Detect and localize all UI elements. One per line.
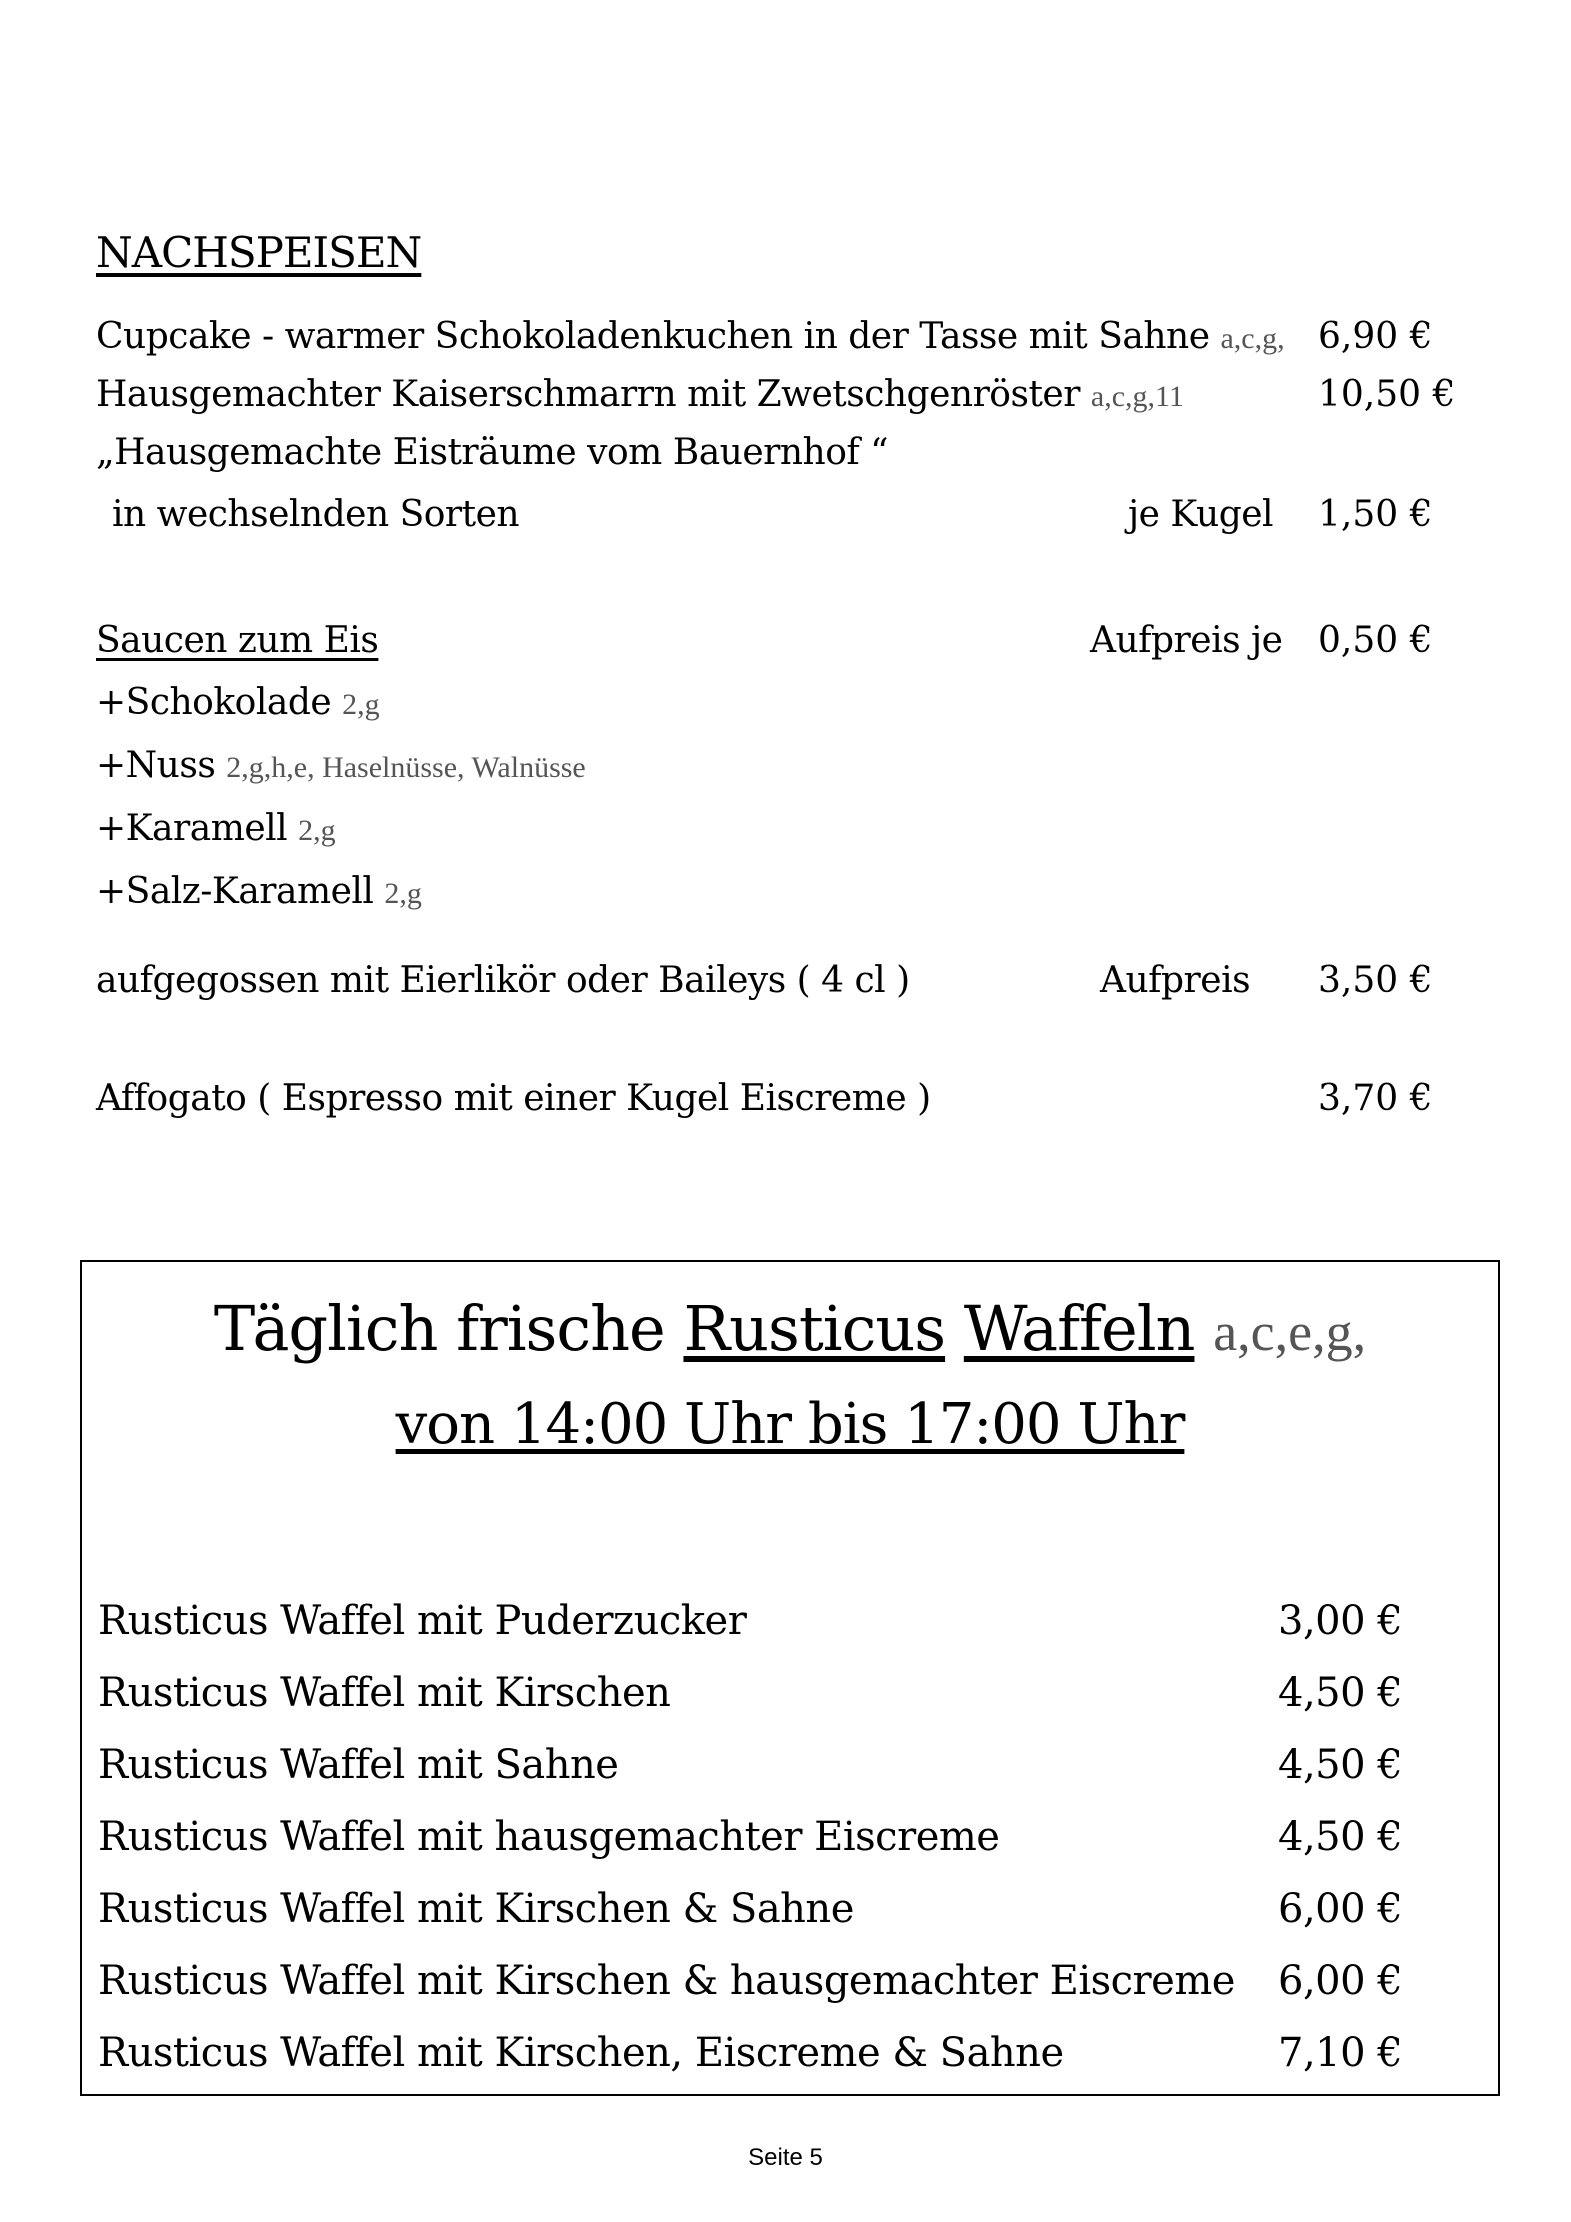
subheading-saucen: Saucen zum Eis xyxy=(96,620,379,661)
item-allergens: a,c,g, xyxy=(1220,322,1285,355)
waffle-title xyxy=(82,1292,1498,1365)
item-price: 3,70 € xyxy=(1318,1078,1433,1119)
menu-item-affogato: Affogato ( Espresso mit einer Kugel Eiscreme ) xyxy=(96,1078,931,1119)
item-name: +Nuss xyxy=(96,745,216,786)
item-price: 6,00 € xyxy=(1278,1958,1403,2004)
item-price: 6,90 € xyxy=(1318,316,1433,357)
sauce-item xyxy=(96,682,380,723)
item-allergens: 2,g xyxy=(384,877,422,910)
sauce-item xyxy=(96,871,422,912)
title-prefix: Täglich frische xyxy=(213,1292,665,1365)
item-allergens: a,c,g,11 xyxy=(1090,380,1184,413)
item-price: 10,50 € xyxy=(1318,374,1456,415)
waffle-subtitle: von 14:00 Uhr bis 17:00 Uhr xyxy=(395,1392,1185,1457)
page-number: Seite 5 xyxy=(748,2144,823,2171)
menu-item-eistraeume-title: „Hausgemachte Eisträume vom Bauernhof “ xyxy=(96,432,889,473)
waffle-item: Rusticus Waffel mit Puderzucker xyxy=(98,1598,747,1644)
menu-item-aufgegossen: aufgegossen mit Eierlikör oder Baileys ( 4 cl ) xyxy=(96,960,910,1001)
waffle-item: Rusticus Waffel mit hausgemachter Eiscreme xyxy=(98,1814,1000,1860)
waffle-box xyxy=(80,1260,1500,2096)
menu-item-cupcake xyxy=(96,316,1285,357)
item-price: 3,50 € xyxy=(1318,960,1433,1001)
title-word-waffeln: Waffeln xyxy=(963,1292,1195,1365)
item-price: 4,50 € xyxy=(1278,1742,1403,1788)
item-name: +Karamell xyxy=(96,808,288,849)
item-allergens: 2,g,h,e, Haselnüsse, Walnüsse xyxy=(226,751,586,784)
item-name: +Salz-Karamell xyxy=(96,871,374,912)
item-unit: je Kugel xyxy=(1128,494,1274,535)
surcharge-label: Aufpreis xyxy=(1100,960,1251,1001)
item-price: 7,10 € xyxy=(1278,2030,1403,2076)
item-price: 1,50 € xyxy=(1318,494,1433,535)
item-name: Hausgemachter Kaiserschmarrn mit Zwetschgenröster xyxy=(96,374,1080,415)
menu-item-eistraeume-desc: in wechselnden Sorten xyxy=(112,494,520,535)
surcharge-label: Aufpreis je xyxy=(1090,620,1283,661)
item-name: +Schokolade xyxy=(96,682,332,723)
surcharge-price: 0,50 € xyxy=(1318,620,1433,661)
sauce-item xyxy=(96,808,336,849)
title-word-rusticus: Rusticus xyxy=(683,1292,946,1365)
waffle-item: Rusticus Waffel mit Sahne xyxy=(98,1742,619,1788)
waffle-item: Rusticus Waffel mit Kirschen, Eiscreme & Sahne xyxy=(98,2030,1064,2076)
item-price: 6,00 € xyxy=(1278,1886,1403,1932)
item-price: 4,50 € xyxy=(1278,1670,1403,1716)
waffle-item: Rusticus Waffel mit Kirschen xyxy=(98,1670,671,1716)
item-allergens: 2,g xyxy=(342,688,380,721)
item-price: 3,00 € xyxy=(1278,1598,1403,1644)
item-price: 4,50 € xyxy=(1278,1814,1403,1860)
section-heading-nachspeisen: NACHSPEISEN xyxy=(96,228,422,277)
item-name: Cupcake - warmer Schokoladenkuchen in der Tasse mit Sahne xyxy=(96,316,1210,357)
waffle-item: Rusticus Waffel mit Kirschen & hausgemachter Eiscreme xyxy=(98,1958,1235,2004)
waffle-item: Rusticus Waffel mit Kirschen & Sahne xyxy=(98,1886,854,1932)
title-allergens: a,c,e,g, xyxy=(1213,1302,1367,1362)
sauce-item xyxy=(96,745,586,786)
menu-item-kaiserschmarrn xyxy=(96,374,1184,415)
item-allergens: 2,g xyxy=(298,814,336,847)
